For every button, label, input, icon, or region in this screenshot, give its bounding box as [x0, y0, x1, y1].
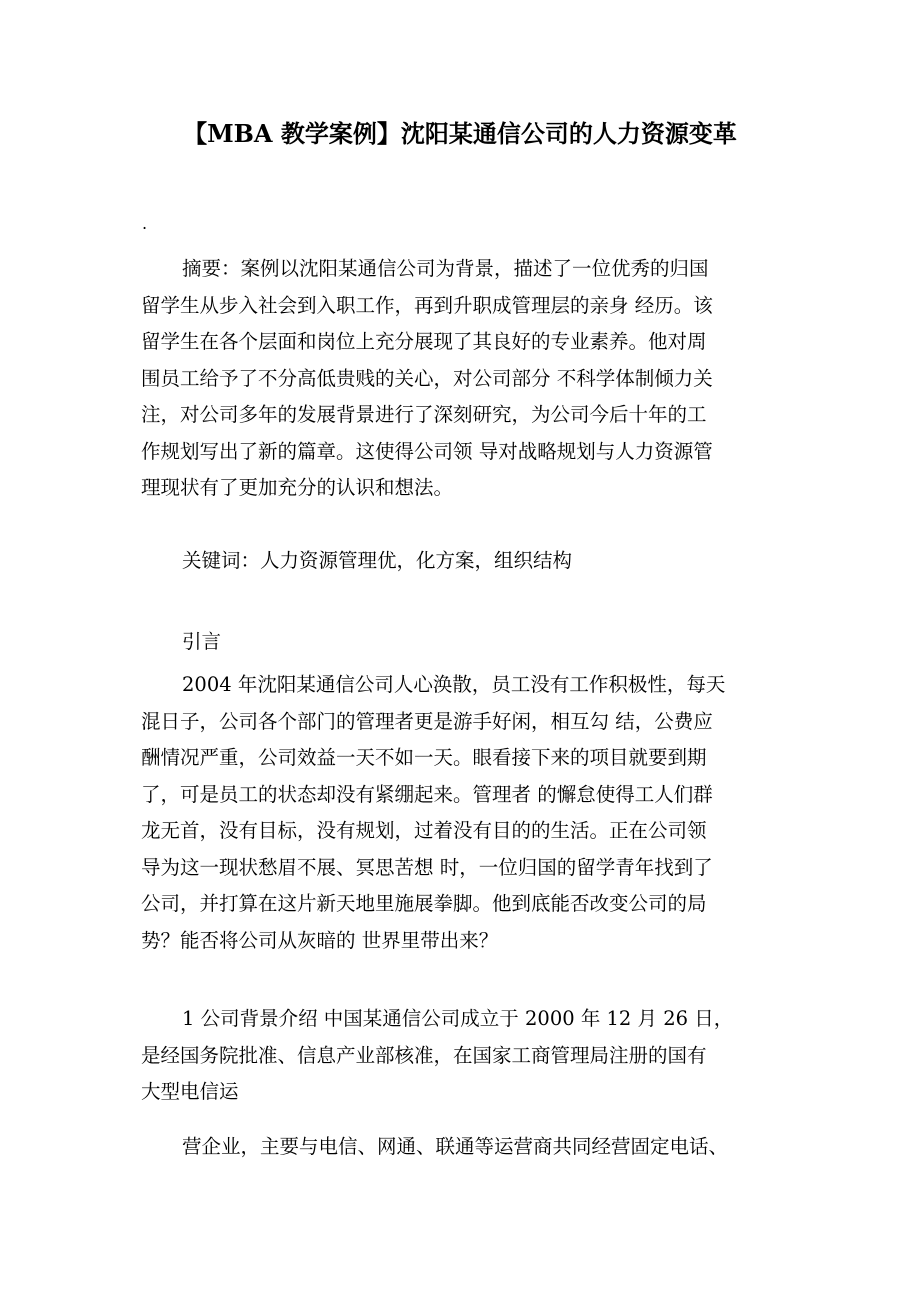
abstract-paragraph — [141, 251, 781, 507]
keywords-paragraph — [141, 543, 781, 580]
continued-paragraph — [141, 1129, 781, 1166]
separator-dot: . — [142, 214, 148, 233]
intro-heading-block — [141, 624, 781, 661]
intro-line: 混日子，公司各个部门的管理者更是游手好闲，相互勾 结，公费应 — [141, 709, 713, 733]
intro-line: 2004 年沈阳某通信公司人心涣散，员工没有工作积极性，每天 — [182, 673, 726, 696]
keywords-line: 关键词：人力资源管理优，化方案，组织结构 — [182, 549, 573, 572]
intro-line: 导为这一现状愁眉不展、冥思苦想 时，一位归国的留学青年找到了 — [141, 855, 713, 879]
intro-line: 了，可是员工的状态却没有紧绷起来。管理者 的懈怠使得工人们群 — [141, 782, 713, 806]
abstract-line: 作规划写出了新的篇章。这使得公司领 导对战略规划与人力资源管 — [141, 439, 713, 463]
section1-line: 是经国务院批准、信息产业部核准，在国家工商管理局注册的国有 — [141, 1043, 707, 1067]
intro-line: 龙无首，没有目标，没有规划，过着没有目的的生活。正在公司领 — [141, 819, 707, 842]
section1-line: 大型电信运 — [141, 1080, 239, 1103]
section1-paragraph — [141, 1001, 781, 1111]
intro-line: 酬情况严重，公司效益一天不如一天。眼看接下来的项目就要到期 — [141, 746, 707, 769]
abstract-line: 留学生在各个层面和岗位上充分展现了其良好的专业素养。他对周 — [141, 330, 707, 353]
intro-paragraph — [141, 667, 781, 959]
abstract-line: 摘要：案例以沈阳某通信公司为背景，描述了一位优秀的归国 — [182, 257, 709, 280]
abstract-line: 留学生从步入社会到入职工作，再到升职成管理层的亲身 经历。该 — [141, 293, 713, 317]
intro-heading: 引言 — [182, 630, 222, 653]
abstract-line: 理现状有了更加充分的认识和想法。 — [141, 476, 454, 499]
document-title: 【MBA 教学案例】沈阳某通信公司的人力资源变革 — [183, 119, 737, 148]
section1-line: 1 公司背景介绍 中国某通信公司成立于 2000 年 12 月 26 日， — [182, 1007, 734, 1030]
intro-line: 公司，并打算在这片新天地里施展拳脚。他到底能否改变公司的局 — [141, 892, 707, 915]
abstract-line: 围员工给予了不分高低贵贱的关心，对公司部分 不科学体制倾力关 — [141, 366, 713, 390]
continued-line: 营企业，主要与电信、网通、联通等运营商共同经营固定电话、 — [182, 1135, 729, 1158]
intro-line: 势？能否将公司从灰暗的 世界里带出来？ — [141, 928, 499, 952]
abstract-line: 注，对公司多年的发展背景进行了深刻研究，为公司今后十年的工 — [141, 403, 707, 426]
